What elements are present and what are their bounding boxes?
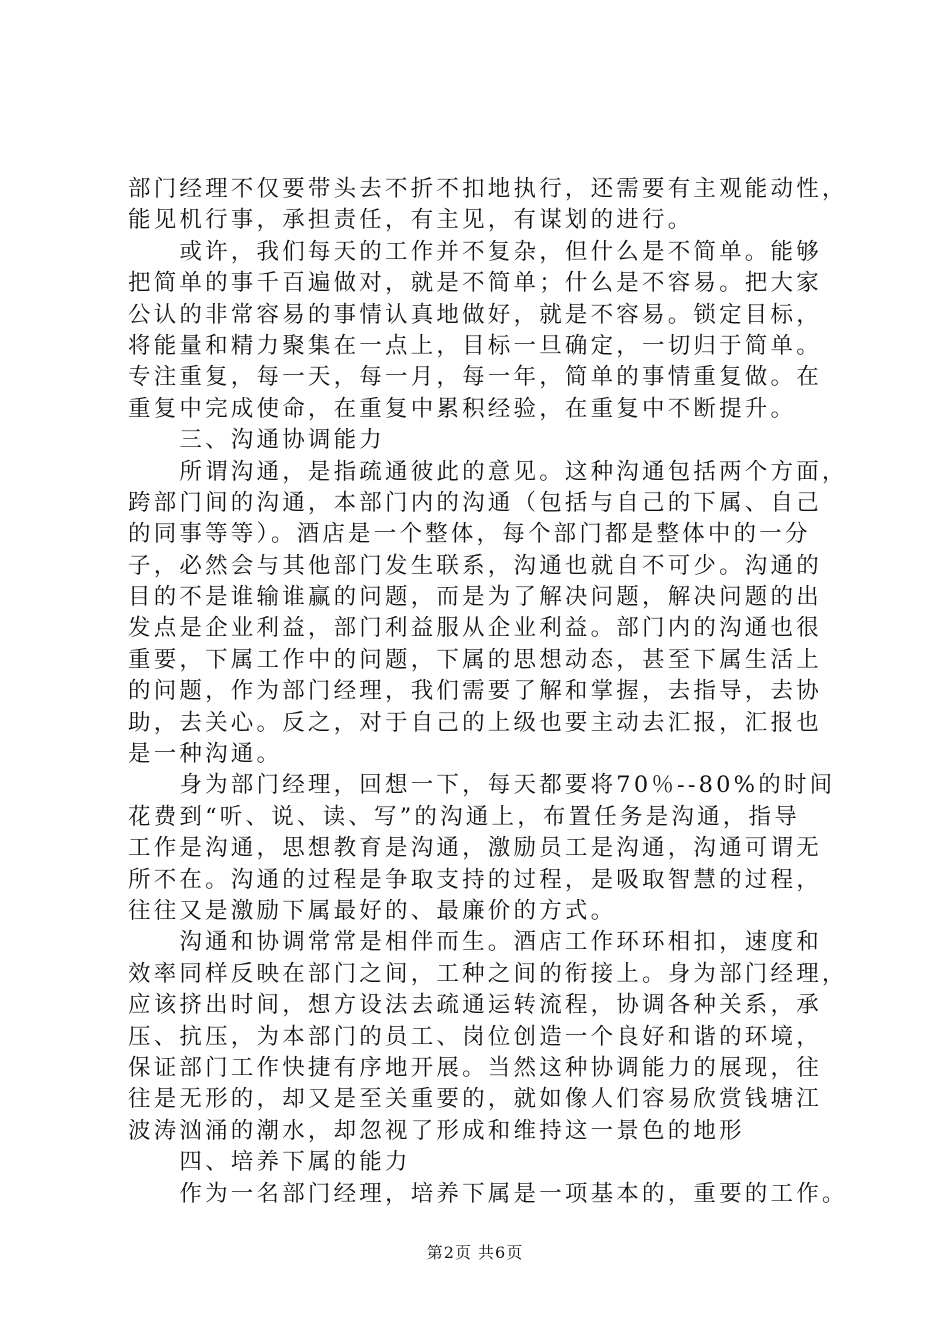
text-line: 是一种沟通。 — [128, 741, 283, 768]
text-line: 身为部门经理，回想一下，每天都要将70％--80%的时间 — [128, 772, 836, 799]
document-body — [128, 174, 848, 1210]
text-line: 往是无形的，却又是至关重要的，就如像人们容易欣赏钱塘江 — [128, 1086, 822, 1113]
text-line: 所不在。沟通的过程是争取支持的过程，是吸取智慧的过程， — [128, 866, 822, 893]
text-line: 助，去关心。反之，对于自己的上级也要主动去汇报，汇报也 — [128, 709, 822, 736]
text-line: 的同事等等）。酒店是一个整体，每个部门都是整体中的一分 — [128, 521, 811, 548]
text-line: 公认的非常容易的事情认真地做好，就是不容易。锁定目标， — [128, 301, 822, 328]
text-line: 专注重复，每一天，每一月，每一年，简单的事情重复做。在 — [128, 364, 822, 391]
text-line: 保证部门工作快捷有序地开展。当然这种协调能力的展现，往 — [128, 1054, 822, 1081]
text-line: 把简单的事千百遍做对，就是不简单；什么是不容易。把大家 — [128, 270, 822, 297]
text-line: 工作是沟通，思想教育是沟通，激励员工是沟通，沟通可谓无 — [128, 835, 822, 862]
text-line: 重要，下属工作中的问题，下属的思想动态，甚至下属生活上 — [128, 646, 822, 673]
text-line: 能见机行事，承担责任，有主见，有谋划的进行。 — [128, 207, 694, 234]
text-line: 发点是企业利益，部门利益服从企业利益。部门内的沟通也很 — [128, 615, 822, 642]
text-line: 将能量和精力聚集在一点上，目标一旦确定，一切归于简单。 — [128, 332, 822, 359]
section-heading: 四、培养下属的能力 — [128, 1149, 411, 1176]
text-line: 往往又是激励下属最好的、最廉价的方式。 — [128, 897, 617, 924]
text-line: 部门经理不仅要带头去不折不扣地执行，还需要有主观能动性， — [128, 176, 848, 202]
page-number-footer: 第2页 共6页 — [426, 1243, 524, 1262]
text-line: 目的不是谁输谁赢的问题，而是为了解决问题，解决问题的出 — [128, 584, 822, 611]
text-line: 压、抗压，为本部门的员工、岗位创造一个良好和谐的环境， — [128, 1023, 822, 1050]
text-line: 波涛汹涌的潮水，却忽视了形成和维持这一景色的地形 — [128, 1117, 745, 1144]
text-line: 跨部门间的沟通，本部门内的沟通（包括与自己的下属、自己 — [128, 489, 822, 516]
text-line: 应该挤出时间，想方设法去疏通运转流程，协调各种关系，承 — [128, 992, 822, 1019]
text-line: 或许，我们每天的工作并不复杂，但什么是不简单。能够 — [128, 238, 822, 265]
text-line: 重复中完成使命，在重复中累积经验，在重复中不断提升。 — [128, 395, 797, 422]
text-line: 子，必然会与其他部门发生联系，沟通也就自不可少。沟通的 — [128, 552, 822, 579]
text-line: 花费到“听、说、读、写”的沟通上，布置任务是沟通，指导 — [128, 803, 800, 830]
text-line: 所谓沟通，是指疏通彼此的意见。这种沟通包括两个方面， — [128, 458, 848, 485]
section-heading: 三、沟通协调能力 — [128, 427, 386, 454]
text-line: 沟通和协调常常是相伴而生。酒店工作环环相扣，速度和 — [128, 929, 822, 956]
text-line: 作为一名部门经理，培养下属是一项基本的，重要的工作。 — [128, 1180, 848, 1207]
text-line: 效率同样反映在部门之间，工种之间的衔接上。身为部门经理， — [128, 960, 848, 987]
text-line: 的问题，作为部门经理，我们需要了解和掌握，去指导，去协 — [128, 678, 822, 705]
